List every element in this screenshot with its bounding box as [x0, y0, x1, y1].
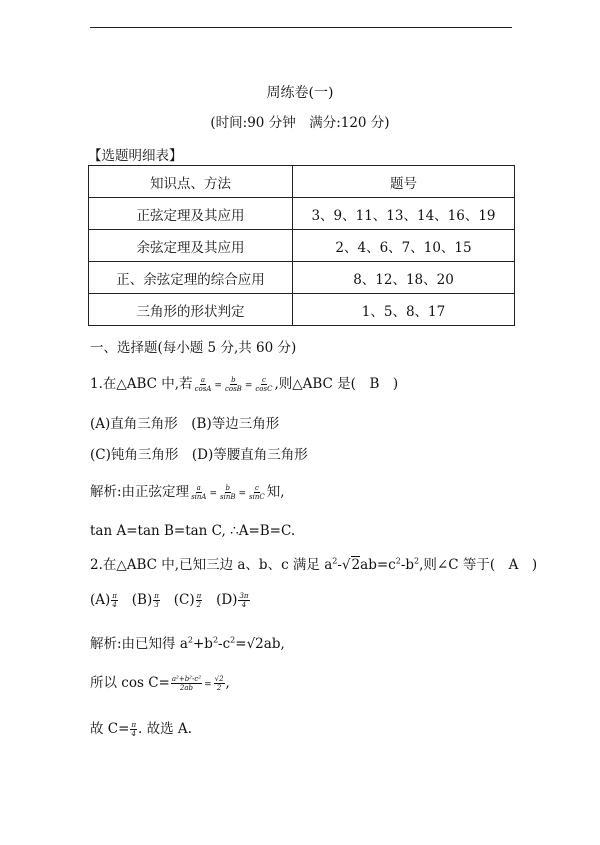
table-row — [89, 262, 515, 294]
fraction: $\frac{\pi}{4}$ — [112, 592, 117, 609]
table-cell: 2、4、6、7、10、15 — [293, 230, 515, 262]
q1-prefix: 1.在△ABC 中,若 — [90, 376, 193, 392]
question-2: 2.在△ABC 中,已知三边 a、b、c 满足 $a^2-√2ab=c^2-b^2$,则∠C 等于( A ) — [90, 556, 538, 573]
fraction: $\frac{c}{\cos C}$ — [255, 376, 273, 393]
table-cell: 正、余弦定理的综合应用 — [89, 262, 293, 294]
table-row — [89, 294, 515, 326]
fraction: $\frac{\pi}{3}$ — [154, 592, 159, 609]
table-cell: 三角形的形状判定 — [89, 294, 293, 326]
q2-cos-line: 所以 cos C= $\frac{\text{a²+b²-c²}}{2ab}$ = $\frac{√2}{2}$ , — [90, 675, 230, 692]
table-header-cell: 知识点、方法 — [89, 166, 293, 198]
section-heading: 一、选择题(每小题 5 分,共 60 分) — [90, 340, 297, 356]
table-row — [89, 198, 515, 230]
fraction: $\frac{\text{a²+b²-c²}}{2ab}$ — [171, 675, 202, 692]
table-cell: 余弦定理及其应用 — [89, 230, 293, 262]
q1-conclusion: tan A=tan B=tan C, ∴A=B=C. — [90, 523, 296, 539]
page-title: 周练卷(一) — [266, 85, 334, 101]
table-cell: 正弦定理及其应用 — [89, 198, 293, 230]
fraction: $\frac{a}{\cos A}$ — [194, 376, 212, 393]
table-cell: 1、5、8、17 — [293, 294, 515, 326]
q2-options: (A) $\frac{\pi}{4}$ (B) $\frac{\pi}{3}$ (C) $\frac{\pi}{2}$ (D) $\frac{3\pi}{4}$ — [90, 592, 249, 609]
q2-analysis: 解析:由已知得 $a^2+b^2-c^2=√2ab$, — [90, 635, 285, 652]
fraction: $\frac{a}{\sin A}$ — [191, 484, 207, 501]
q1-options-line-2: (C)钝角三角形 (D)等腰直角三角形 — [90, 447, 308, 463]
fraction: $\frac{√2}{2}$ — [214, 675, 224, 692]
table-row — [89, 230, 515, 262]
table-cell: 8、12、18、20 — [293, 262, 515, 294]
q1-suffix: ,则△ABC 是( B ) — [274, 376, 399, 392]
q2-final: 故 C= $\frac{\pi}{4}$ . 故选 A. — [90, 721, 192, 738]
fraction: $\frac{b}{\sin B}$ — [220, 484, 236, 501]
table-cell: 3、9、11、13、14、16、19 — [293, 198, 515, 230]
question-1: 1.在△ABC 中,若 $\frac{a}{\cos A}$ = $\frac{b}{\cos B}$ = $\frac{c}{\cos C}$ ,则△ABC 是( B ) — [90, 376, 399, 393]
fraction: $\frac{b}{\cos B}$ — [224, 376, 242, 393]
top-rule — [90, 27, 512, 28]
topic-table — [88, 165, 515, 326]
table-header-cell: 题号 — [293, 166, 515, 198]
fraction: $\frac{3\pi}{4}$ — [239, 592, 249, 609]
fraction: $\frac{\pi}{4}$ — [131, 721, 137, 738]
page-subtitle: (时间:90 分钟 满分:120 分) — [210, 115, 390, 131]
q1-analysis: 解析:由正弦定理 $\frac{a}{\sin A}$ = $\frac{b}{\sin B}$ = $\frac{c}{\sin C}$ 知, — [90, 484, 285, 501]
table-header-row — [89, 166, 515, 198]
q1-options-line-1: (A)直角三角形 (B)等边三角形 — [90, 416, 280, 432]
fraction: $\frac{c}{\sin C}$ — [249, 484, 265, 501]
fraction: $\frac{\pi}{2}$ — [196, 592, 202, 609]
table-label: 【选题明细表】 — [88, 148, 183, 164]
